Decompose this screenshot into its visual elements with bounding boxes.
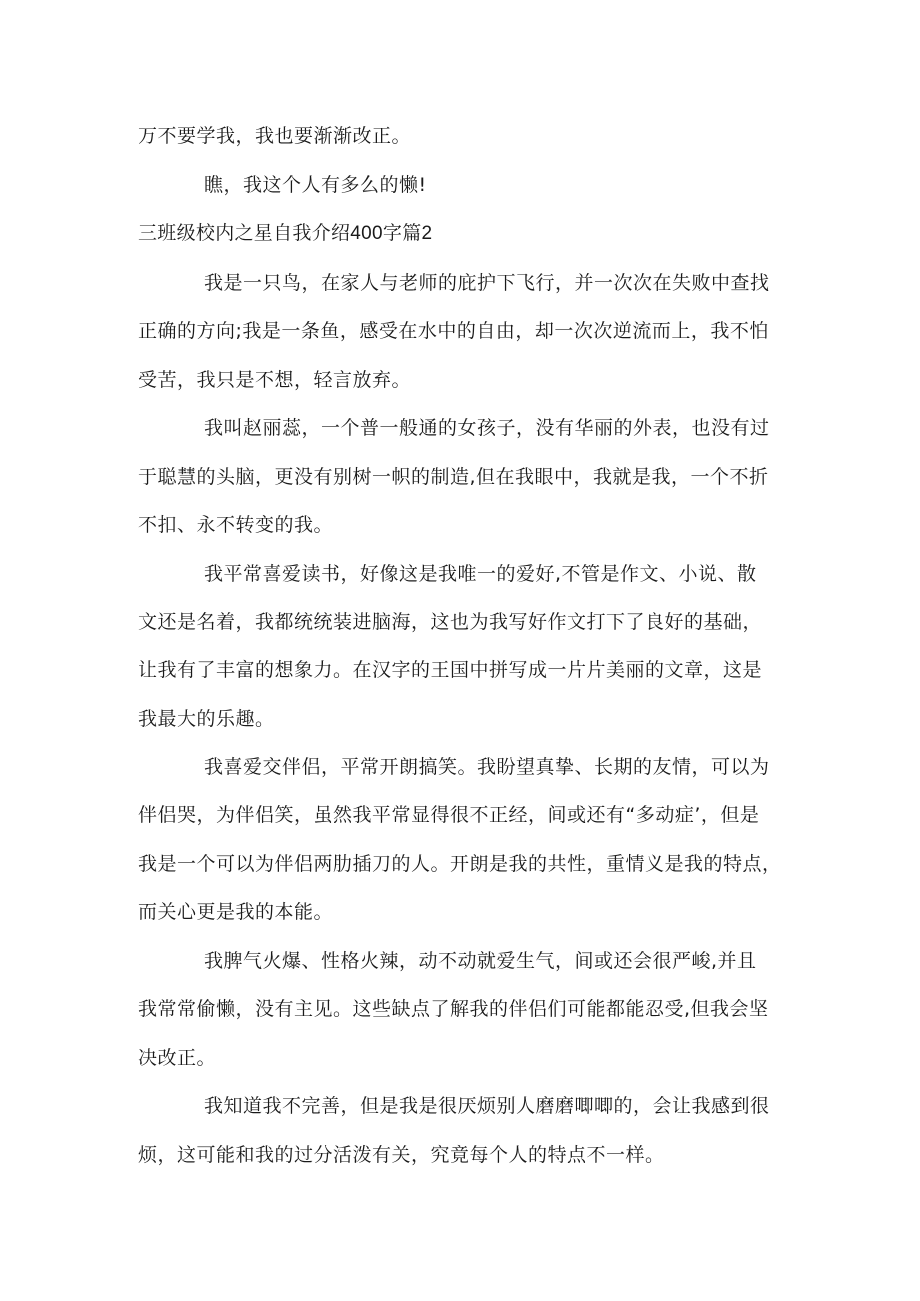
text-line: 文还是名着，我都统统装进脑海，这也为我写好作文打下了良好的基础， — [138, 611, 763, 633]
text-line: 瞧，我这个人有多么的懒! — [204, 174, 427, 196]
text-line: 我常常偷懒，没有主见。这些缺点了解我的伴侣们可能都能忍受,但我会坚 — [138, 998, 769, 1020]
text-line: 我叫赵丽蕊，一个普一般通的女孩子，没有华丽的外表，也没有过 — [204, 417, 770, 439]
text-line: 我平常喜爱读书，好像这是我唯一的爱好,不管是作文、小说、散 — [204, 563, 757, 585]
text-line: 于聪慧的头脑，更没有别树一帜的制造,但在我眼中，我就是我，一个不折 — [138, 466, 769, 488]
text-line: 而关心更是我的本能。 — [138, 901, 334, 923]
text-line: 让我有了丰富的想象力。在汉字的王国中拼写成一片片美丽的文章，这是 — [138, 659, 763, 681]
text-line: 伴侣哭，为伴侣笑，虽然我平常显得很不正经，间或还有“多动症’，但是 — [138, 804, 760, 826]
text-line: 我最大的乐趣。 — [138, 708, 275, 730]
text-line: 我知道我不完善，但是我是很厌烦别人磨磨唧唧的，会让我感到很 — [204, 1095, 770, 1117]
text-line: 决改正。 — [138, 1047, 217, 1069]
section-heading: 三班级校内之星自我介绍400字篇2 — [138, 223, 433, 244]
text-line: 我喜爱交伴侣，平常开朗搞笑。我盼望真挚、长期的友情，可以为 — [204, 756, 770, 778]
text-line: 万不要学我，我也要渐渐改正。 — [138, 125, 412, 147]
text-line: 正确的方向;我是一条鱼，感受在水中的自由，却一次次逆流而上，我不怕 — [138, 320, 769, 342]
text-line: 我是一只鸟，在家人与老师的庇护下飞行，并一次次在失败中查找 — [204, 272, 770, 294]
text-line: 受苦，我只是不想，轻言放弃。 — [138, 369, 412, 391]
text-line: 不扣、永不转变的我。 — [138, 514, 334, 536]
text-line: 我脾气火爆、性格火辣，动不动就爱生气，间或还会很严峻,并且 — [204, 950, 757, 972]
text-line: 我是一个可以为伴侣两肋插刀的人。开朗是我的共性，重情义是我的特点， — [138, 853, 782, 875]
text-line: 烦，这可能和我的过分活泼有关，究竟每个人的特点不一样。 — [138, 1144, 665, 1166]
